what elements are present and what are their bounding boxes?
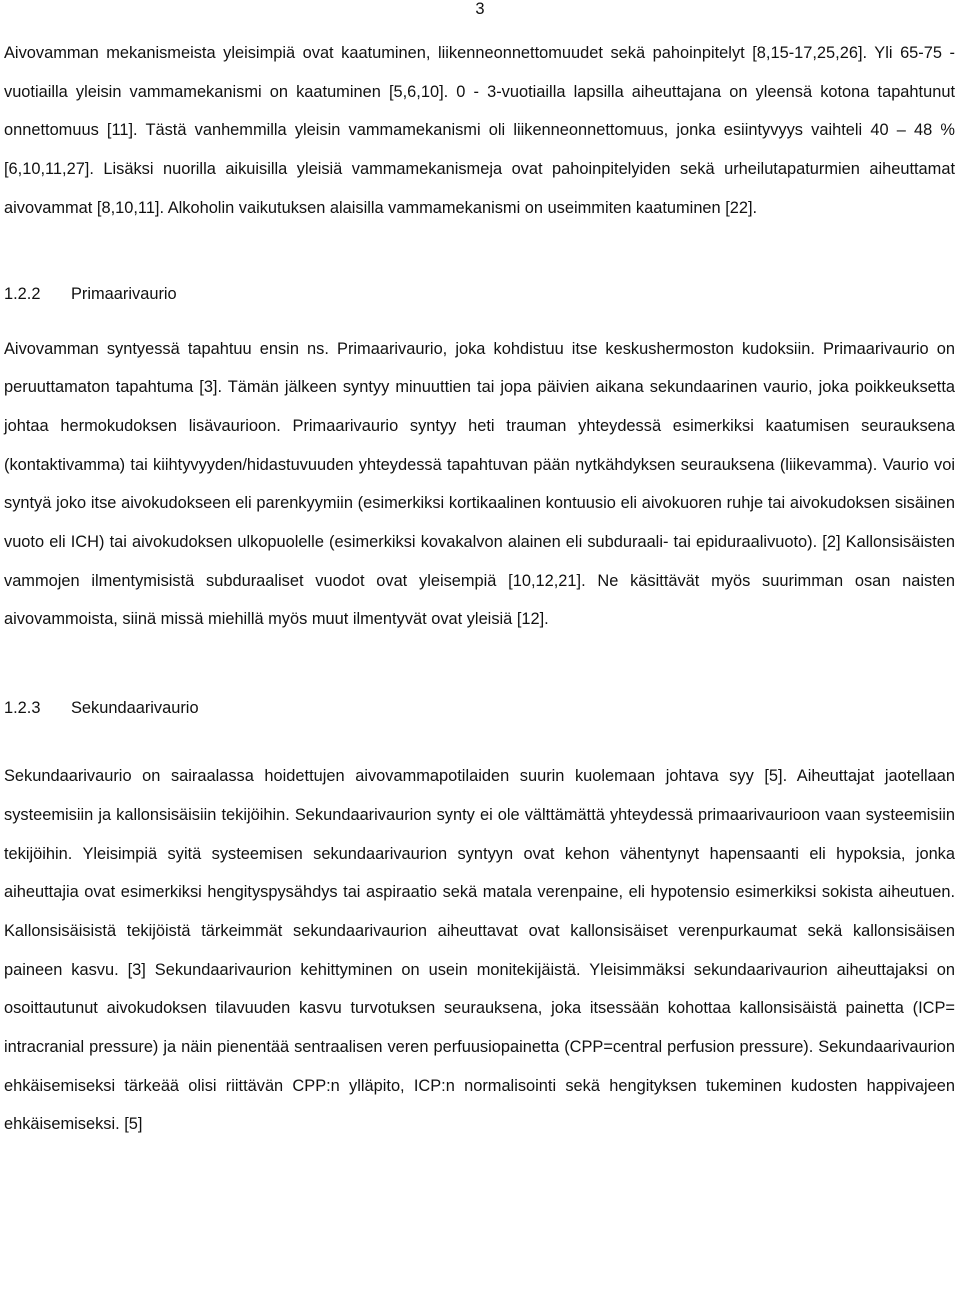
page-content <box>4 34 955 1144</box>
paragraph-primary-damage: Aivovamman syntyessä tapahtuu ensin ns. Primaarivaurio, joka kohdistuu itse keskushermoston kudoksiin. Primaarivaurio on peruuttamaton tapahtuma [3]. Tämän jälkeen syntyy minuuttien tai jopa päivien aikana sekundaarinen vaurio, joka poikkeuksetta johtaa hermokudoksen lisävaurioon. Primaarivaurio syntyy heti trauman yhteydessä esimerkiksi kaatumisen seurauksena (kontaktivamma) tai kiihtyvyyden/hidastuvuuden yhteydessä tapahtuvan pään nytkähdyksen seurauksena (liikevamma). Vaurio voi syntyä joko itse aivokudokseen eli parenkyymiin (esimerkiksi kortikaalinen kontuusio eli aivokuoren ruhje tai aivokudoksen sisäinen vuoto eli ICH) tai aivokudoksen ulkopuolelle (esimerkiksi kovakalvon alainen eli subduraali- tai epiduraalivuoto). [2] Kallonsisäisten vammojen ilmentymisistä subduraaliset vuodot ovat yleisempiä [10,12,21]. Ne käsittävät myös suurimman osan naisten aivovammoista, siinä missä miehillä myös muut ilmentyvät ovat yleisiä [12]. <box>4 339 955 629</box>
section-title: Sekundaarivaurio <box>71 699 199 718</box>
paragraph-mechanisms: Aivovamman mekanismeista yleisimpiä ovat kaatuminen, liikenneonnettomuudet sekä pahoinpitelyt [8,15-17,25,26]. Yli 65-75 -vuotiailla yleisin vammamekanismi on kaatuminen [5,6,10]. 0 - 3-vuotiailla lapsilla aiheuttajana on yleensä kotona tapahtunut onnettomuus [11]. Tästä vanhemmilla yleisin vammamekanismi oli liikenneonnettomuus, jonka esiintyvyys vaihteli 40 – 48 % [6,10,11,27]. Lisäksi nuorilla aikuisilla yleisiä vammamekanismeja ovat pahoinpitelyiden sekä urheilutapaturmien aiheuttamat aivovammat [8,10,11]. Alkoholin vaikutuksen alaisilla vammamekanismi on useimmiten kaatuminen [22]. <box>4 44 955 217</box>
page-number: 3 <box>475 0 485 18</box>
section-heading-primary-damage <box>4 284 955 304</box>
section-title: Primaarivaurio <box>71 284 177 303</box>
section-number: 1.2.2 <box>4 284 41 303</box>
paragraph-secondary-damage: Sekundaarivaurio on sairaalassa hoidettujen aivovammapotilaiden suurin kuolemaan johtava syy [5]. Aiheuttajat jaotellaan systeemisiin ja kallonsisäisiin tekijöihin. Sekundaarivaurion synty ei ole välttämättä yhteydessä primaarivaurioon vaan systeemisiin tekijöihin. Yleisimpiä syitä systeemisen sekundaarivaurion syntyyn ovat kehon vähentynyt hapensaanti eli hypoksia, jonka aiheuttajia ovat esimerkiksi hengityspysähdys tai aspiraatio sekä matala verenpaine, eli hypotensio esimerkiksi sokista aiheutuen. Kallonsisäisistä tekijöistä tärkeimmät sekundaarivaurion aiheuttavat ovat kallonsisäiset verenpurkaumat sekä kallonsisäisen paineen kasvu. [3] Sekundaarivaurion kehittyminen on usein monitekijäistä. Yleisimmäksi sekundaarivaurion aiheuttajaksi on osoittautunut aivokudoksen tilavuuden kasvu turvotuksen seurauksena, joka itsessään kohottaa kallonsisäistä painetta (ICP= intracranial pressure) ja näin pienentää sentraalisen veren perfuusiopainetta (CPP=central perfusion pressure). Sekundaarivaurion ehkäisemiseksi tärkeää olisi riittävän CPP:n ylläpito, ICP:n normalisointi sekä hengityksen tukeminen kudosten happivajeen ehkäisemiseksi. [5] <box>4 767 955 1134</box>
section-heading-secondary-damage <box>4 698 955 718</box>
section-number: 1.2.3 <box>4 699 41 718</box>
